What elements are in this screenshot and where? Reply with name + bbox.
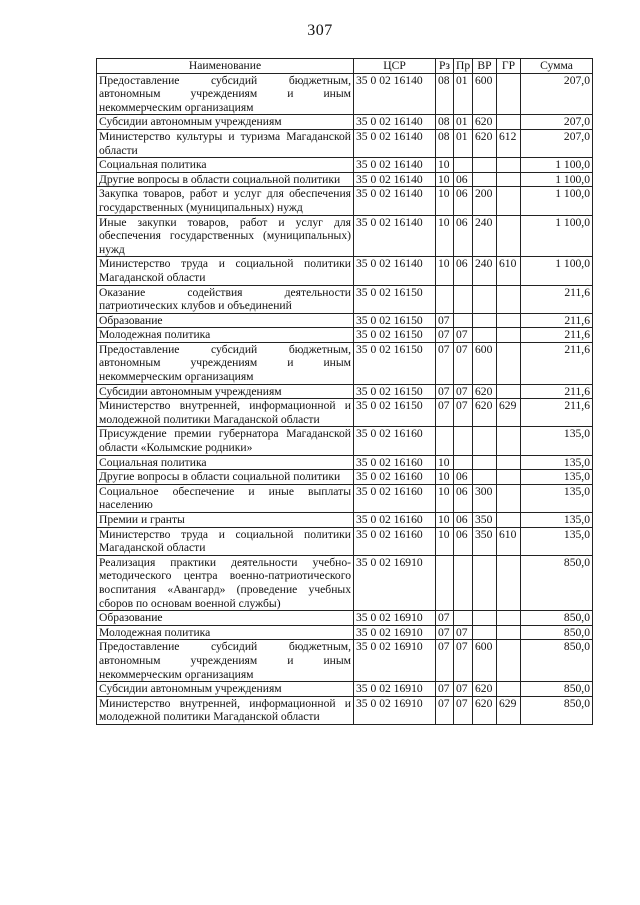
cell-csr: 35 0 02 16160 xyxy=(354,513,436,528)
cell-vr: 600 xyxy=(473,640,497,682)
cell-name: Субсидии автономным учреждениям xyxy=(97,115,354,130)
cell-csr: 35 0 02 16910 xyxy=(354,625,436,640)
cell-sum: 211,6 xyxy=(521,399,593,427)
cell-csr: 35 0 02 16150 xyxy=(354,342,436,384)
cell-name: Министерство внутренней, информационной и молодежной политики Магаданской области xyxy=(97,399,354,427)
table-row xyxy=(97,285,593,313)
header-name: Наименование xyxy=(97,59,354,74)
cell-pr: 01 xyxy=(454,73,473,115)
cell-gr xyxy=(497,640,521,682)
cell-pr: 06 xyxy=(454,513,473,528)
cell-csr: 35 0 02 16910 xyxy=(354,696,436,724)
cell-vr: 620 xyxy=(473,115,497,130)
cell-sum: 211,6 xyxy=(521,342,593,384)
table-row xyxy=(97,342,593,384)
cell-vr: 600 xyxy=(473,73,497,115)
cell-csr: 35 0 02 16140 xyxy=(354,73,436,115)
cell-sum: 1 100,0 xyxy=(521,172,593,187)
cell-csr: 35 0 02 16150 xyxy=(354,399,436,427)
cell-rz: 10 xyxy=(436,158,454,173)
cell-rz: 10 xyxy=(436,257,454,285)
cell-sum: 135,0 xyxy=(521,470,593,485)
cell-name: Закупка товаров, работ и услуг для обеспечения государственных (муниципальных) нужд xyxy=(97,187,354,215)
cell-csr: 35 0 02 16140 xyxy=(354,115,436,130)
table-row xyxy=(97,158,593,173)
cell-csr: 35 0 02 16150 xyxy=(354,384,436,399)
cell-pr xyxy=(454,455,473,470)
cell-name: Премии и гранты xyxy=(97,513,354,528)
cell-name: Молодежная политика xyxy=(97,328,354,343)
cell-gr: 612 xyxy=(497,129,521,157)
cell-vr xyxy=(473,470,497,485)
table-header-row xyxy=(97,59,593,74)
cell-sum: 1 100,0 xyxy=(521,257,593,285)
table-row xyxy=(97,257,593,285)
cell-pr: 06 xyxy=(454,187,473,215)
cell-rz: 10 xyxy=(436,484,454,512)
cell-vr xyxy=(473,555,497,610)
cell-sum: 850,0 xyxy=(521,625,593,640)
cell-csr: 35 0 02 16140 xyxy=(354,129,436,157)
cell-pr: 06 xyxy=(454,484,473,512)
cell-sum: 211,6 xyxy=(521,328,593,343)
cell-rz: 08 xyxy=(436,73,454,115)
cell-name: Другие вопросы в области социальной политики xyxy=(97,172,354,187)
cell-csr: 35 0 02 16140 xyxy=(354,187,436,215)
table-row xyxy=(97,172,593,187)
cell-sum: 850,0 xyxy=(521,696,593,724)
header-pr: Пр xyxy=(454,59,473,74)
cell-gr xyxy=(497,172,521,187)
cell-name: Предоставление субсидий бюджетным, автономным учреждениям и иным некоммерческим организациям xyxy=(97,640,354,682)
cell-gr xyxy=(497,215,521,257)
cell-name: Министерство труда и социальной политики Магаданской области xyxy=(97,527,354,555)
cell-pr xyxy=(454,555,473,610)
table-row xyxy=(97,129,593,157)
cell-name: Реализация практики деятельности учебно-методического центра военно-патриотического воспитания «Авангард» (проведение учебных сборов по основам военной службы) xyxy=(97,555,354,610)
cell-rz: 07 xyxy=(436,313,454,328)
cell-rz: 10 xyxy=(436,513,454,528)
table-row xyxy=(97,611,593,626)
cell-rz: 10 xyxy=(436,455,454,470)
cell-vr: 240 xyxy=(473,215,497,257)
table-row xyxy=(97,513,593,528)
cell-pr: 07 xyxy=(454,328,473,343)
cell-csr: 35 0 02 16160 xyxy=(354,455,436,470)
cell-name: Образование xyxy=(97,313,354,328)
cell-sum: 135,0 xyxy=(521,513,593,528)
header-csr: ЦСР xyxy=(354,59,436,74)
cell-csr: 35 0 02 16910 xyxy=(354,555,436,610)
cell-rz: 07 xyxy=(436,640,454,682)
cell-vr xyxy=(473,172,497,187)
header-sum: Сумма xyxy=(521,59,593,74)
cell-gr xyxy=(497,611,521,626)
table-row xyxy=(97,215,593,257)
cell-gr: 629 xyxy=(497,696,521,724)
cell-pr xyxy=(454,427,473,455)
cell-vr: 620 xyxy=(473,384,497,399)
table-row xyxy=(97,328,593,343)
cell-csr: 35 0 02 16140 xyxy=(354,172,436,187)
cell-vr xyxy=(473,328,497,343)
cell-csr: 35 0 02 16150 xyxy=(354,285,436,313)
cell-rz: 07 xyxy=(436,696,454,724)
cell-gr xyxy=(497,427,521,455)
cell-vr: 620 xyxy=(473,129,497,157)
cell-gr xyxy=(497,484,521,512)
cell-rz: 10 xyxy=(436,527,454,555)
table-row xyxy=(97,470,593,485)
table-row xyxy=(97,384,593,399)
cell-sum: 135,0 xyxy=(521,527,593,555)
cell-name: Субсидии автономным учреждениям xyxy=(97,682,354,697)
cell-name: Социальная политика xyxy=(97,455,354,470)
cell-csr: 35 0 02 16140 xyxy=(354,158,436,173)
cell-csr: 35 0 02 16910 xyxy=(354,682,436,697)
table-row xyxy=(97,527,593,555)
header-gr: ГР xyxy=(497,59,521,74)
cell-rz: 07 xyxy=(436,342,454,384)
cell-pr xyxy=(454,158,473,173)
cell-rz: 07 xyxy=(436,625,454,640)
cell-gr xyxy=(497,682,521,697)
cell-vr: 350 xyxy=(473,527,497,555)
cell-name: Другие вопросы в области социальной политики xyxy=(97,470,354,485)
cell-vr: 620 xyxy=(473,682,497,697)
cell-pr: 06 xyxy=(454,215,473,257)
cell-rz: 10 xyxy=(436,187,454,215)
cell-sum: 850,0 xyxy=(521,555,593,610)
cell-rz: 10 xyxy=(436,172,454,187)
cell-name: Иные закупки товаров, работ и услуг для обеспечения государственных (муниципальных) нужд xyxy=(97,215,354,257)
cell-sum: 211,6 xyxy=(521,313,593,328)
table-row xyxy=(97,555,593,610)
cell-rz xyxy=(436,555,454,610)
cell-csr: 35 0 02 16910 xyxy=(354,611,436,626)
cell-csr: 35 0 02 16150 xyxy=(354,313,436,328)
cell-vr: 600 xyxy=(473,342,497,384)
table-row xyxy=(97,313,593,328)
cell-gr xyxy=(497,625,521,640)
cell-sum: 1 100,0 xyxy=(521,187,593,215)
cell-sum: 850,0 xyxy=(521,611,593,626)
cell-name: Молодежная политика xyxy=(97,625,354,640)
cell-pr: 07 xyxy=(454,625,473,640)
cell-pr: 07 xyxy=(454,682,473,697)
cell-gr xyxy=(497,285,521,313)
cell-vr xyxy=(473,427,497,455)
cell-name: Социальная политика xyxy=(97,158,354,173)
cell-vr: 620 xyxy=(473,399,497,427)
cell-pr xyxy=(454,611,473,626)
cell-sum: 207,0 xyxy=(521,115,593,130)
cell-sum: 135,0 xyxy=(521,427,593,455)
cell-csr: 35 0 02 16160 xyxy=(354,527,436,555)
header-rz: Рз xyxy=(436,59,454,74)
cell-gr xyxy=(497,115,521,130)
cell-pr: 01 xyxy=(454,115,473,130)
table-row xyxy=(97,640,593,682)
cell-rz: 08 xyxy=(436,129,454,157)
cell-rz: 10 xyxy=(436,215,454,257)
cell-csr: 35 0 02 16140 xyxy=(354,257,436,285)
table-row xyxy=(97,625,593,640)
cell-pr: 07 xyxy=(454,384,473,399)
cell-vr: 300 xyxy=(473,484,497,512)
cell-pr: 07 xyxy=(454,399,473,427)
cell-name: Образование xyxy=(97,611,354,626)
cell-csr: 35 0 02 16910 xyxy=(354,640,436,682)
cell-gr xyxy=(497,158,521,173)
table-row xyxy=(97,115,593,130)
cell-name: Социальное обеспечение и иные выплаты населению xyxy=(97,484,354,512)
table-row xyxy=(97,682,593,697)
table-row xyxy=(97,73,593,115)
cell-name: Оказание содействия деятельности патриотических клубов и объединений xyxy=(97,285,354,313)
cell-vr xyxy=(473,313,497,328)
cell-pr: 06 xyxy=(454,527,473,555)
cell-name: Предоставление субсидий бюджетным, автономным учреждениям и иным некоммерческим организациям xyxy=(97,73,354,115)
cell-name: Присуждение премии губернатора Магаданской области «Колымские родники» xyxy=(97,427,354,455)
cell-gr xyxy=(497,73,521,115)
cell-pr xyxy=(454,285,473,313)
budget-table xyxy=(96,58,593,725)
cell-vr: 200 xyxy=(473,187,497,215)
cell-csr: 35 0 02 16160 xyxy=(354,484,436,512)
cell-gr xyxy=(497,513,521,528)
table-row xyxy=(97,455,593,470)
page-number: 307 xyxy=(307,22,333,39)
cell-sum: 1 100,0 xyxy=(521,158,593,173)
cell-pr: 07 xyxy=(454,342,473,384)
cell-name: Министерство культуры и туризма Магаданской области xyxy=(97,129,354,157)
cell-name: Министерство внутренней, информационной и молодежной политики Магаданской области xyxy=(97,696,354,724)
cell-vr xyxy=(473,158,497,173)
cell-gr: 629 xyxy=(497,399,521,427)
cell-csr: 35 0 02 16150 xyxy=(354,328,436,343)
cell-gr xyxy=(497,555,521,610)
cell-gr xyxy=(497,328,521,343)
cell-rz: 07 xyxy=(436,399,454,427)
cell-vr xyxy=(473,455,497,470)
cell-pr xyxy=(454,313,473,328)
table-row xyxy=(97,399,593,427)
cell-vr xyxy=(473,611,497,626)
cell-sum: 211,6 xyxy=(521,285,593,313)
cell-vr xyxy=(473,625,497,640)
cell-rz xyxy=(436,285,454,313)
cell-rz: 07 xyxy=(436,384,454,399)
cell-sum: 207,0 xyxy=(521,73,593,115)
cell-csr: 35 0 02 16160 xyxy=(354,470,436,485)
cell-rz xyxy=(436,427,454,455)
cell-pr: 06 xyxy=(454,470,473,485)
cell-gr xyxy=(497,313,521,328)
cell-sum: 850,0 xyxy=(521,682,593,697)
cell-name: Министерство труда и социальной политики Магаданской области xyxy=(97,257,354,285)
cell-sum: 211,6 xyxy=(521,384,593,399)
cell-gr xyxy=(497,342,521,384)
cell-pr: 06 xyxy=(454,172,473,187)
cell-gr xyxy=(497,470,521,485)
cell-name: Субсидии автономным учреждениям xyxy=(97,384,354,399)
header-vr: ВР xyxy=(473,59,497,74)
cell-rz: 07 xyxy=(436,611,454,626)
cell-sum: 850,0 xyxy=(521,640,593,682)
cell-pr: 07 xyxy=(454,696,473,724)
cell-gr xyxy=(497,187,521,215)
cell-rz: 10 xyxy=(436,470,454,485)
cell-pr: 01 xyxy=(454,129,473,157)
cell-gr xyxy=(497,455,521,470)
cell-gr: 610 xyxy=(497,527,521,555)
cell-name: Предоставление субсидий бюджетным, автономным учреждениям и иным некоммерческим организациям xyxy=(97,342,354,384)
cell-rz: 07 xyxy=(436,682,454,697)
table-row xyxy=(97,696,593,724)
cell-pr: 06 xyxy=(454,257,473,285)
cell-sum: 1 100,0 xyxy=(521,215,593,257)
cell-sum: 135,0 xyxy=(521,455,593,470)
cell-vr: 240 xyxy=(473,257,497,285)
cell-rz: 07 xyxy=(436,328,454,343)
cell-gr: 610 xyxy=(497,257,521,285)
table-row xyxy=(97,427,593,455)
cell-vr: 620 xyxy=(473,696,497,724)
cell-pr: 07 xyxy=(454,640,473,682)
table-row xyxy=(97,187,593,215)
table-row xyxy=(97,484,593,512)
cell-gr xyxy=(497,384,521,399)
cell-csr: 35 0 02 16160 xyxy=(354,427,436,455)
cell-sum: 207,0 xyxy=(521,129,593,157)
cell-rz: 08 xyxy=(436,115,454,130)
cell-vr: 350 xyxy=(473,513,497,528)
cell-vr xyxy=(473,285,497,313)
cell-csr: 35 0 02 16140 xyxy=(354,215,436,257)
cell-sum: 135,0 xyxy=(521,484,593,512)
